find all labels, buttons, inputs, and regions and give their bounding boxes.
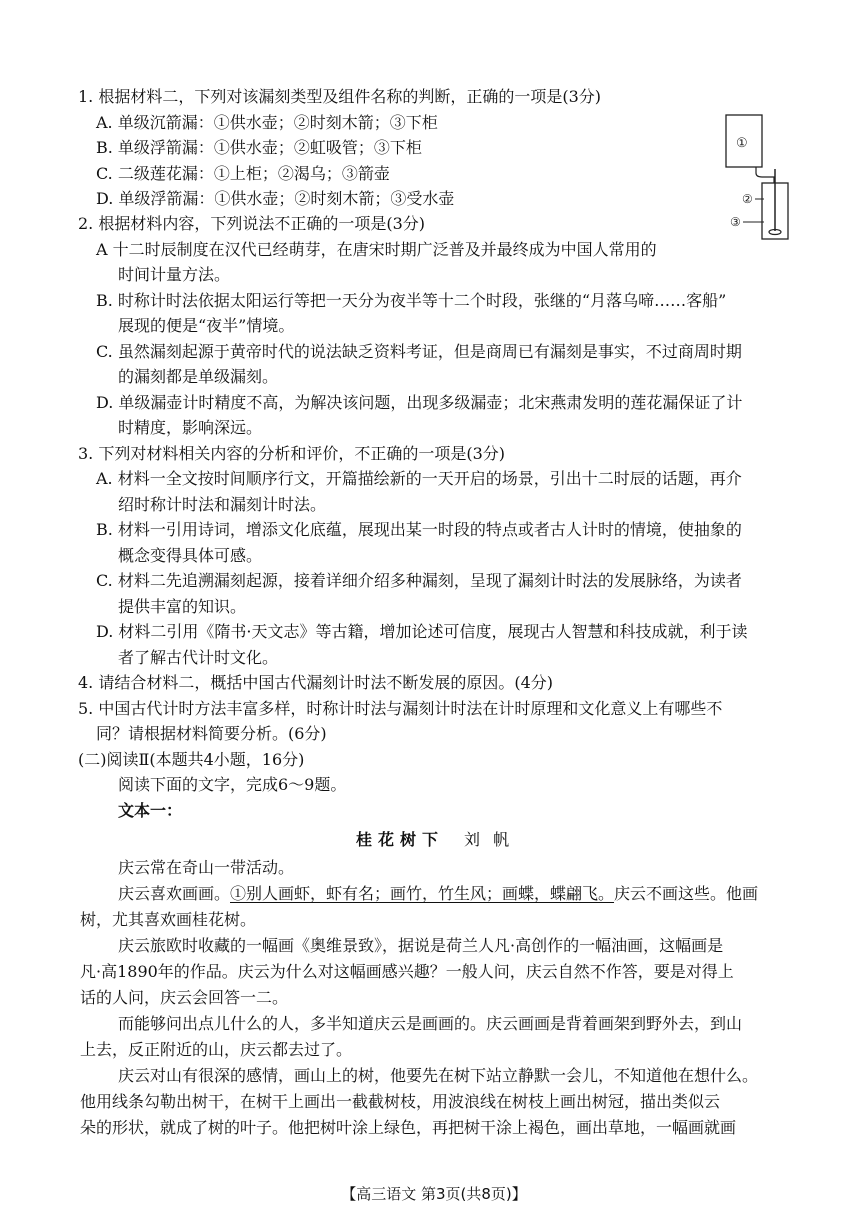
water-clock-figure: [722, 113, 792, 243]
page-footer: 【高三语文 第3页(共8页)】: [341, 1185, 527, 1203]
figure-label-2: ②: [742, 192, 753, 206]
story-author: 刘 帆: [464, 830, 514, 849]
q3-option-b-line1: B. 材料一引用诗词，增添文化底蕴，展现出某一时段的特点或者古人计时的情境，使抽象的: [96, 520, 742, 539]
figure-label-3: ③: [730, 215, 741, 229]
passage-p5-line3: 朵的形状，就成了树的叶子。他把树叶涂上绿色，再把树干涂上褐色，画出草地，一幅画就画: [80, 1118, 737, 1137]
passage-p4-line1: 而能够问出点儿什么的人，多半知道庆云是画画的。庆云画画是背着画架到野外去，到山: [118, 1014, 743, 1033]
passage-p2-underlined: ①别人画虾，虾有名；画竹，竹生风；画蝶，蝶翩飞。: [230, 884, 615, 903]
section-instruction: 阅读下面的文字，完成6～9题。: [118, 775, 347, 794]
passage-p2-end: 庆云不画这些。他画: [614, 884, 759, 903]
q2-option-d-line2: 时精度，影响深远。: [118, 418, 263, 437]
q2-option-b-line2: 展现的便是“夜半”情境。: [118, 316, 295, 335]
q5-stem-line2: 同？请根据材料简要分析。(6分): [96, 724, 327, 743]
passage-p3-line2: 凡·高1890年的作品。庆云为什么对这幅画感兴趣？一般人问，庆云自然不作答，要是对得上: [80, 962, 734, 981]
q1-option-c: C. 二级莲花漏：①上柜；②渴乌；③箭壶: [96, 164, 390, 183]
passage-p4-line2: 上去，反正附近的山，庆云都去过了。: [80, 1040, 353, 1059]
passage-p2-start: 庆云喜欢画画。: [118, 884, 231, 903]
text-label: 文本一：: [118, 801, 183, 820]
figure-label-1: ①: [736, 136, 748, 151]
q5-stem-line1: 5. 中国古代计时方法丰富多样，时称计时法与漏刻计时法在计时原理和文化意义上有哪些不: [78, 699, 723, 718]
story-title: 桂花树下: [356, 830, 445, 849]
q3-option-d-line1: D. 材料二引用《隋书·天文志》等古籍，增加论述可信度，展现古人智慧和科技成就，利于读: [96, 622, 748, 641]
section-heading: (二)阅读Ⅱ(本题共4小题，16分): [78, 750, 305, 769]
q3-option-a-line1: A. 材料一全文按时间顺序行文，开篇描绘新的一天开启的场景，引出十二时辰的话题，再介: [96, 469, 742, 488]
q3-stem: 3. 下列对材料相关内容的分析和评价，不正确的一项是(3分): [78, 444, 506, 463]
passage-p5-line2: 他用线条勾勒出树干，在树干上画出一截截树枝，用波浪线在树枝上画出树冠，描出类似云: [80, 1092, 721, 1111]
q1-option-d: D. 单级浮箭漏：①供水壶；②时刻木箭；③受水壶: [96, 189, 455, 208]
q1-stem: 1. 根据材料二，下列对该漏刻类型及组件名称的判断，正确的一项是(3分): [78, 87, 602, 106]
q2-option-b-line1: B. 时称计时法依据太阳运行等把一天分为夜半等十二个时段，张继的“月落乌啼……客船”: [96, 291, 727, 310]
siphon-pipe: [756, 167, 774, 183]
q2-option-c-line2: 的漏刻都是单级漏刻。: [118, 367, 279, 386]
q1-option-a: A. 单级沉箭漏：①供水壶；②时刻木箭；③下柜: [96, 113, 438, 132]
q2-option-c-line1: C. 虽然漏刻起源于黄帝时代的说法缺乏资料考证，但是商周已有漏刻是事实，不过商周时期: [96, 342, 742, 361]
passage-p3-line3: 话的人问，庆云会回答一二。: [80, 988, 289, 1007]
q3-option-d-line2: 者了解古代计时文化。: [118, 648, 279, 667]
q2-option-a-line1: A 十二时辰制度在汉代已经萌芽，在唐宋时期广泛普及并最终成为中国人常用的: [96, 240, 657, 259]
passage-p2-line2: 树，尤其喜欢画桂花树。: [80, 910, 257, 929]
passage-p1: 庆云常在奇山一带活动。: [118, 858, 295, 877]
passage-p3-line1: 庆云旅欧时收藏的一幅画《奥维景致》，据说是荷兰人凡·高创作的一幅油画，这幅画是: [118, 936, 724, 955]
q3-option-a-line2: 绍时称计时法和漏刻计时法。: [118, 495, 327, 514]
passage-p5-line1: 庆云对山有很深的感情，画山上的树，他要先在树下站立静默一会儿，不知道他在想什么。: [118, 1066, 759, 1085]
q3-option-b-line2: 概念变得具体可感。: [118, 546, 263, 565]
q4-stem: 4. 请结合材料二，概括中国古代漏刻计时法不断发展的原因。(4分): [78, 673, 554, 692]
q2-option-d-line1: D. 单级漏壶计时精度不高，为解决该问题，出现多级漏壶；北宋燕肃发明的莲花漏保证了计: [96, 393, 743, 412]
q3-option-c-line2: 提供丰富的知识。: [118, 597, 247, 616]
q2-stem: 2. 根据材料内容，下列说法不正确的一项是(3分): [78, 214, 426, 233]
q3-option-c-line1: C. 材料二先追溯漏刻起源，接着详细介绍多种漏刻，呈现了漏刻计时法的发展脉络，为读者: [96, 571, 742, 590]
q2-option-a-line2: 时间计量方法。: [118, 265, 231, 284]
passage-p2-line1: [118, 883, 758, 905]
q1-option-b: B. 单级浮箭漏：①供水壶；②虹吸管；③下柜: [96, 138, 422, 157]
